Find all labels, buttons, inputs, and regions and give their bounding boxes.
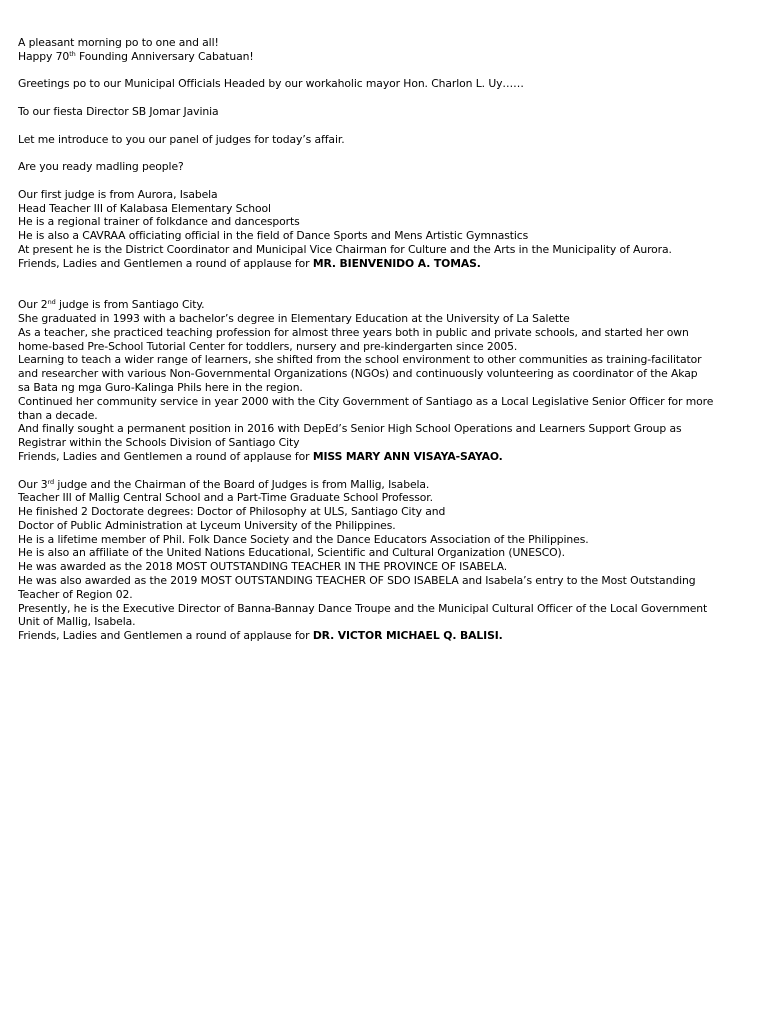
officials-greeting: Greetings po to our Municipal Officials Headed by our workaholic mayor Hon. Charlon L. Uy…… bbox=[18, 77, 524, 91]
judges-intro: Let me introduce to you our panel of judges for today’s affair. bbox=[18, 132, 345, 146]
speech-document bbox=[18, 36, 758, 643]
judge3-applause: Friends, Ladies and Gentlemen a round of applause for DR. VICTOR MICHAEL Q. BALISI. bbox=[18, 629, 503, 643]
anniversary-line: Happy 70th Founding Anniversary Cabatuan! bbox=[18, 49, 254, 63]
judge2-line: home-based Pre-School Tutorial Center for toddlers, nursery and pre-kindergarten since 2005. bbox=[18, 339, 518, 353]
judge2-line: sa Bata ng mga Guro-Kalinga Phils here in the region. bbox=[18, 380, 303, 394]
judge2-name: MISS MARY ANN VISAYA-SAYAO. bbox=[312, 449, 503, 463]
judge2-line: and researcher with various Non-Governmental Organizations (NGOs) and continuously volunteering as coordinator of the Akap bbox=[18, 367, 698, 381]
judge3-line: He was awarded as the 2018 MOST OUTSTANDING TEACHER IN THE PROVINCE OF ISABELA. bbox=[18, 560, 508, 574]
judge3-line: Teacher III of Mallig Central School and a Part-Time Graduate School Professor. bbox=[18, 491, 433, 505]
judge2-line: Continued her community service in year 2000 with the City Government of Santiago as a Local Legislative Senior Officer for more bbox=[18, 394, 714, 408]
judge3-section bbox=[18, 478, 758, 644]
director-greeting: To our fiesta Director SB Jomar Javinia bbox=[18, 104, 219, 118]
judge1-line: He is a regional trainer of folkdance and dancesports bbox=[18, 215, 300, 229]
judge1-line: He is also a CAVRAA officiating official in the field of Dance Sports and Mens Artistic Gymnastics bbox=[18, 229, 529, 243]
ready-question: Are you ready madling people? bbox=[18, 160, 184, 174]
greeting-line: A pleasant morning po to one and all! bbox=[18, 36, 219, 49]
judge1-section bbox=[18, 188, 758, 271]
judge1-line: Our first judge is from Aurora, Isabela bbox=[18, 187, 218, 201]
judge3-line: Doctor of Public Administration at Lyceum University of the Philippines. bbox=[18, 518, 396, 532]
judge1-line: Head Teacher III of Kalabasa Elementary School bbox=[18, 201, 271, 215]
judge2-section bbox=[18, 298, 758, 464]
judge2-applause: Friends, Ladies and Gentlemen a round of applause for MISS MARY ANN VISAYA-SAYAO. bbox=[18, 449, 503, 463]
judge2-line: As a teacher, she practiced teaching profession for almost three years both in public and private schools, and started her own bbox=[18, 325, 689, 339]
judge2-line: Learning to teach a wider range of learners, she shifted from the school environment to other communities as training-facilitator bbox=[18, 353, 702, 367]
judge2-line: Registrar within the Schools Division of Santiago City bbox=[18, 436, 300, 450]
judge2-line: And finally sought a permanent position in 2016 with DepEd’s Senior High School Operations and Learners Support Group as bbox=[18, 422, 682, 436]
judge3-line: Presently, he is the Executive Director of Banna-Bannay Dance Troupe and the Municipal Cultural Officer of the Local Government bbox=[18, 601, 708, 615]
judge1-applause: Friends, Ladies and Gentlemen a round of applause for MR. BIENVENIDO A. TOMAS. bbox=[18, 256, 481, 270]
judge3-line: He is also an affiliate of the United Nations Educational, Scientific and Cultural Organization (UNESCO). bbox=[18, 546, 565, 560]
judge1-line: At present he is the District Coordinator and Municipal Vice Chairman for Culture and the Arts in the Municipality of Aurora. bbox=[18, 242, 672, 256]
judge2-line: than a decade. bbox=[18, 408, 98, 422]
judge2-heading: Our 2nd judge is from Santiago City. bbox=[18, 298, 205, 312]
judge3-line: He was also awarded as the 2019 MOST OUTSTANDING TEACHER OF SDO ISABELA and Isabela’s entry to the Most Outstanding bbox=[18, 574, 696, 588]
judge3-line: He finished 2 Doctorate degrees: Doctor of Philosophy at ULS, Santiago City and bbox=[18, 505, 446, 519]
judge3-name: DR. VICTOR MICHAEL Q. BALISI. bbox=[312, 629, 503, 643]
judge1-name: MR. BIENVENIDO A. TOMAS. bbox=[312, 256, 481, 270]
judge2-line: She graduated in 1993 with a bachelor’s degree in Elementary Education at the University of La Salette bbox=[18, 311, 570, 325]
judge3-line: He is a lifetime member of Phil. Folk Dance Society and the Dance Educators Association of the Philippines. bbox=[18, 532, 589, 546]
judge3-heading: Our 3rd judge and the Chairman of the Board of Judges is from Mallig, Isabela. bbox=[18, 477, 430, 491]
judge3-line: Teacher of Region 02. bbox=[18, 587, 133, 601]
judge3-line: Unit of Mallig, Isabela. bbox=[18, 615, 136, 629]
